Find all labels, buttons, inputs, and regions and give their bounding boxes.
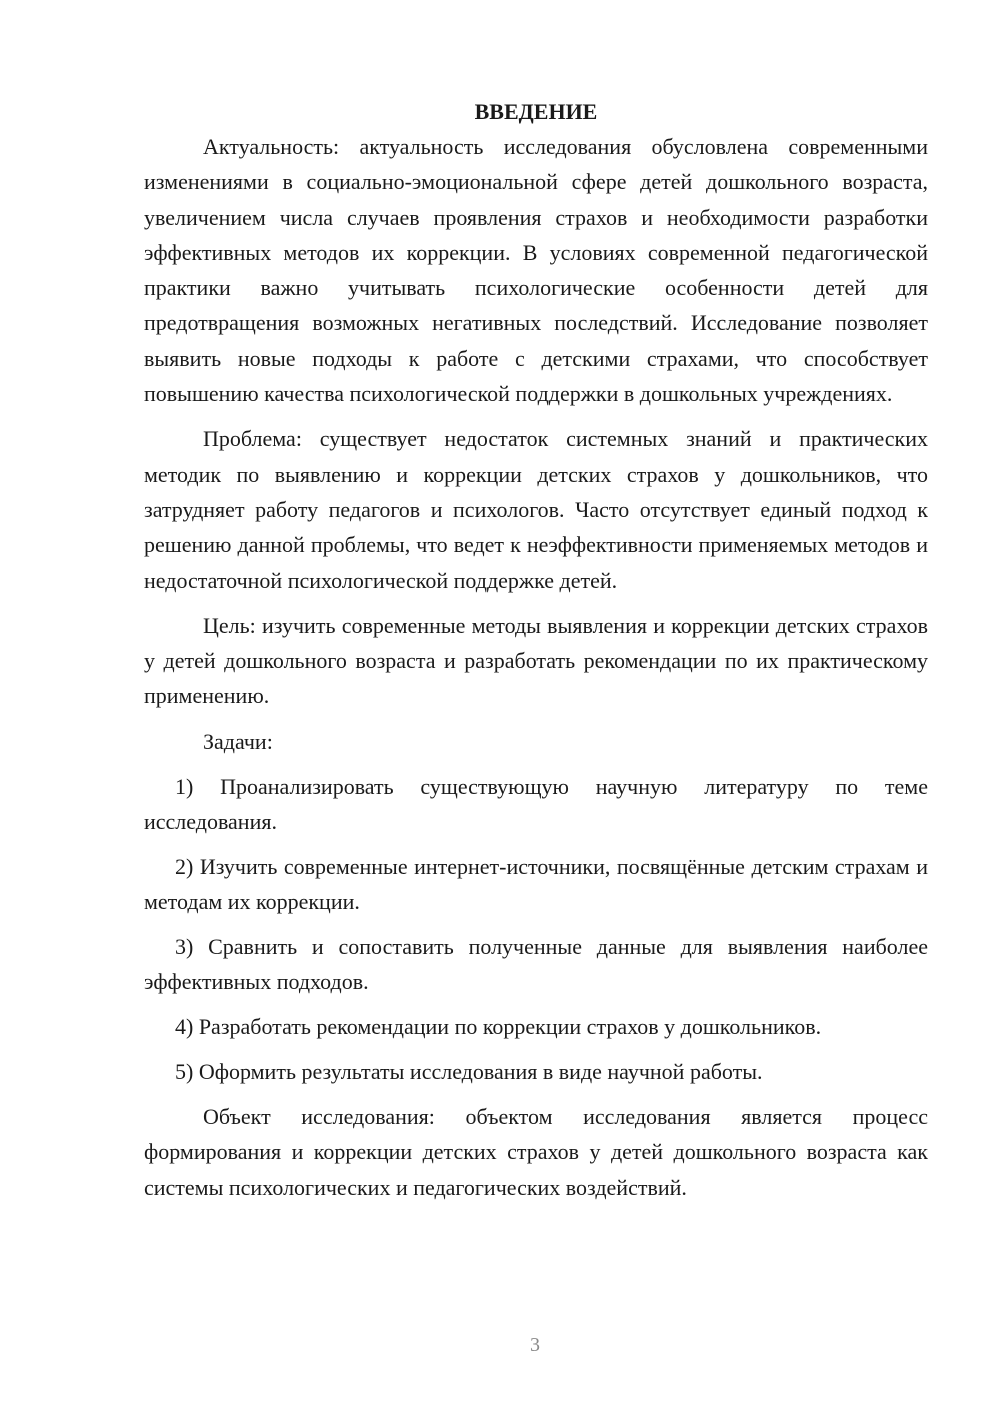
task-item: 5) Оформить результаты исследования в виде научной работы. bbox=[175, 1058, 763, 1084]
task-item: 3) Сравнить и сопоставить полученные данные для выявления наиболее эффективных подходов. bbox=[144, 933, 928, 995]
goal-paragraph: Цель: изучить современные методы выявления и коррекции детских страхов у детей дошкольного возраста и разработать рекомендации по их практическому применению. bbox=[144, 612, 928, 709]
problem-paragraph: Проблема: существует недостаток системных знаний и практических методик по выявлению и коррекции детских страхов у дошкольников, что затрудняет работу педагогов и психологов. Часто отсутствует единый подход к решению данной проблемы, что ведет к неэффективности применяемых методов и недостаточной психологической поддержке детей. bbox=[144, 426, 928, 593]
relevance-paragraph: Актуальность: актуальность исследования обусловлена современными изменениями в социально-эмоциональной сфере детей дошкольного возраста, увеличением числа случаев проявления страхов и необходимости разработки эффективных методов их коррекции. В условиях современной педагогической практики важно учитывать психологические особенности детей для предотвращения возможных негативных последствий. Исследование позволяет выявить новые подходы к работе с детскими страхами, что способствует повышению качества психологической поддержки в дошкольных учреждениях. bbox=[144, 134, 928, 407]
page-number: 3 bbox=[530, 1334, 540, 1356]
tasks-heading: Задачи: bbox=[203, 728, 273, 754]
task-item: 2) Изучить современные интернет-источники, посвящённые детским страхам и методам их коррекции. bbox=[144, 853, 928, 914]
section-title: ВВЕДЕНИЕ bbox=[474, 99, 598, 124]
object-paragraph: Объект исследования: объектом исследования является процесс формирования и коррекции детских страхов у детей дошкольного возраста как системы психологических и педагогических воздействий. bbox=[144, 1103, 928, 1200]
task-item: 1) Проанализировать существующую научную литературу по теме исследования. bbox=[144, 773, 928, 834]
task-item: 4) Разработать рекомендации по коррекции страхов у дошкольников. bbox=[175, 1013, 822, 1039]
page-content bbox=[144, 94, 928, 1205]
